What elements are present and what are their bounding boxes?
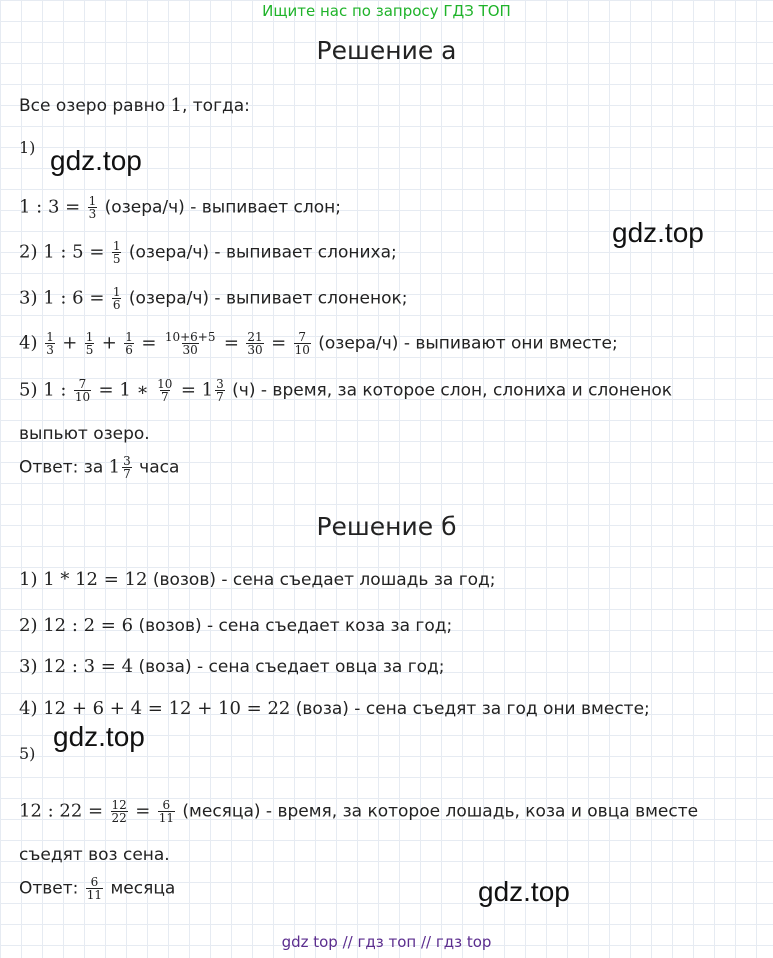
step-2-text: (озера/ч) - выпивает слониха;: [123, 242, 397, 263]
b-step-4: [19, 697, 650, 721]
watermark: gdz.top: [612, 217, 704, 248]
heading-part-a: Решение а: [316, 36, 457, 65]
intro-num: 1: [170, 95, 182, 116]
b-step-4-expr: 12 + 6 + 4 = 12 + 10 = 22: [43, 698, 291, 719]
equals-sign: =: [223, 332, 239, 354]
equals-sign: =: [141, 332, 157, 354]
step-4-label: 4): [19, 332, 44, 354]
watermark: gdz.top: [53, 721, 145, 752]
step-4-text: (озера/ч) - выпивают они вместе;: [312, 333, 618, 354]
step-3-label: 3): [19, 287, 44, 309]
step-2: [19, 240, 397, 265]
answer-pre: Ответ: за: [19, 457, 109, 478]
step-5-fraction: $\frac{10}{7}$: [157, 377, 173, 404]
b-step-5-label: 5): [19, 744, 36, 763]
b-step-2: [19, 614, 452, 638]
b-step-3-label: 3): [19, 656, 44, 677]
step-4-fraction: $\frac{1}{3}$: [46, 330, 54, 357]
b-step-1-text: (возов) - сена съедает лошадь за год;: [147, 570, 496, 590]
step-4-fraction: $\frac{1}{5}$: [85, 330, 94, 357]
footer-links[interactable]: gdz top // гдз топ // гдз top: [281, 933, 492, 951]
b-step-5-text: (месяца) - время, за которое лошадь, коза и овца вместе: [177, 801, 699, 822]
step-1-expr: 1 : 3 =: [19, 196, 81, 218]
b-step-4-text: (воза) - сена съедят за год они вместе;: [290, 699, 650, 719]
step-2-expr: 1 : 5 =: [43, 241, 105, 263]
b-step-5-fraction: $\frac{6}{11}$: [158, 798, 174, 825]
b-step-5-fraction: $\frac{12}{22}$: [111, 798, 127, 825]
b-step-5-expr: 12 : 22 =: [19, 800, 104, 822]
watermark: gdz.top: [478, 876, 570, 907]
step-1-text: (озера/ч) - выпивает слон;: [99, 197, 342, 218]
step-2-fraction: $\frac{1}{5}$: [112, 239, 121, 266]
answer-post: месяца: [105, 878, 176, 899]
step-4: [19, 331, 618, 356]
equals-sign: =: [135, 800, 151, 822]
b-step-5-continuation: съедят воз сена.: [19, 845, 170, 865]
plus-sign: +: [62, 332, 78, 354]
b-step-2-expr: 12 : 2 = 6: [43, 615, 134, 636]
answer-a: [19, 455, 179, 480]
step-3-expr: 1 : 6 =: [43, 287, 105, 309]
watermark: gdz.top: [50, 145, 142, 176]
step-1: [19, 195, 341, 220]
intro-post: , тогда:: [181, 96, 250, 116]
step-4-fraction: $\frac{10+6+5}{30}$: [164, 330, 216, 357]
answer-post: часа: [133, 457, 180, 478]
answer-b: [19, 876, 175, 901]
step-5-fraction: $\frac{7}{10}$: [74, 377, 91, 404]
step-4-fraction: $\frac{1}{6}$: [125, 330, 133, 357]
step-5-expr: = 1 ∗: [98, 379, 149, 401]
equals-sign: =: [271, 332, 287, 354]
answer-fraction: $\frac{3}{7}$: [123, 454, 131, 481]
step-5-text: (ч) - время, за которое слон, слониха и слоненок: [226, 380, 673, 401]
b-step-1-label: 1): [19, 569, 44, 590]
step-2-label: 2): [19, 241, 44, 263]
step-5-fraction: $\frac{3}{7}$: [216, 377, 224, 404]
b-step-3-text: (воза) - сена съедает овца за год;: [133, 657, 445, 677]
step-3-text: (озера/ч) - выпивает слоненок;: [123, 288, 408, 309]
answer-whole: 1: [108, 456, 121, 478]
step-4-fraction: $\frac{21}{30}$: [247, 330, 263, 357]
answer-pre: Ответ:: [19, 878, 84, 899]
step-4-fraction: $\frac{7}{10}$: [294, 330, 310, 357]
b-step-2-text: (возов) - сена съедает коза за год;: [133, 616, 453, 636]
step-5-expr: = 1: [180, 379, 214, 401]
step-5-label: 5): [19, 379, 44, 401]
step-5: [19, 378, 672, 403]
step-1-fraction: $\frac{1}{3}$: [88, 194, 97, 221]
b-step-3-expr: 12 : 3 = 4: [43, 656, 134, 677]
answer-fraction: $\frac{6}{11}$: [86, 875, 103, 902]
plus-sign: +: [101, 332, 117, 354]
b-step-1-expr: 1 * 12 = 12: [43, 569, 148, 590]
heading-part-b: Решение б: [316, 512, 457, 541]
step-5-expr: 1 :: [43, 379, 67, 401]
step-3: [19, 286, 407, 311]
intro-line: [19, 94, 250, 118]
top-banner[interactable]: Ищите нас по запросу ГДЗ ТОП: [262, 2, 511, 20]
b-step-5: [19, 799, 698, 824]
b-step-2-label: 2): [19, 615, 44, 636]
b-step-4-label: 4): [19, 698, 44, 719]
step-1-label: 1): [19, 138, 36, 157]
intro-pre: Все озеро равно: [19, 96, 171, 116]
step-5-continuation: выпьют озеро.: [19, 424, 150, 444]
b-step-1: [19, 568, 496, 592]
step-3-fraction: $\frac{1}{6}$: [112, 285, 121, 312]
b-step-3: [19, 655, 445, 679]
